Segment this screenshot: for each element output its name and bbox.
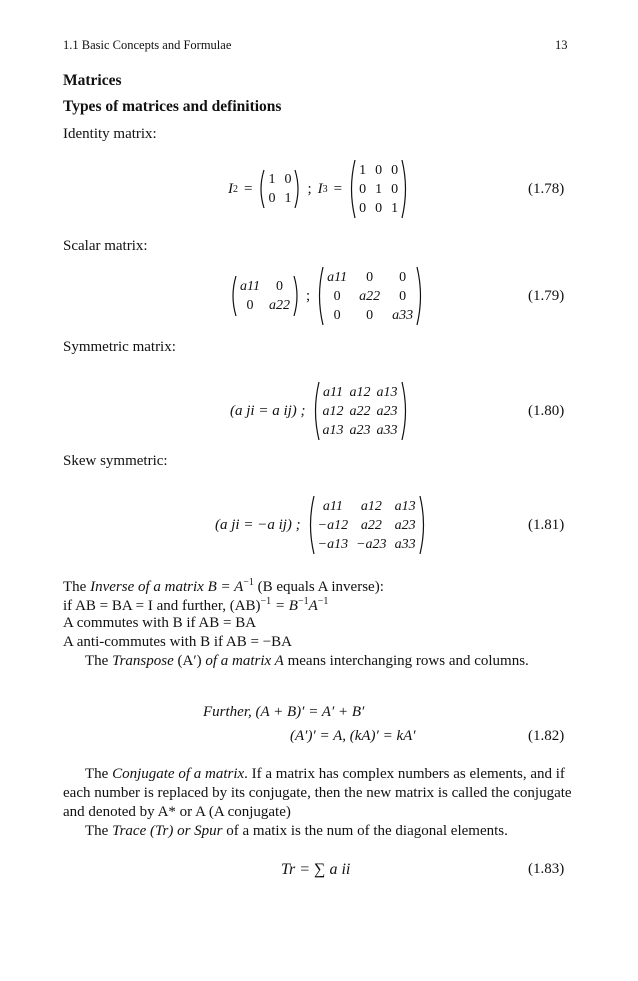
matrix-cell: a33 [394, 536, 416, 552]
matrix-cell: 0 [366, 269, 374, 285]
identity-3x3-matrix [348, 159, 409, 219]
equation-1-81 [215, 495, 427, 555]
equation-number: (1.78) [528, 181, 565, 197]
left-paren [307, 495, 315, 555]
label-skew: Skew symmetric: [63, 453, 168, 469]
matrix-cell: 0 [246, 298, 254, 313]
matrix-cell: 0 [359, 181, 367, 197]
matrix-cell: 0 [375, 200, 383, 216]
matrix-cell: 1 [268, 172, 276, 187]
matrix-cell: 1 [375, 181, 383, 197]
matrix-cell: a33 [392, 307, 414, 323]
right-paren [419, 495, 427, 555]
matrix-cell: a13 [376, 384, 398, 400]
trace-definition: The Trace (Tr) or Spur of a matix is the num of the diagonal elements. [85, 823, 508, 839]
scalar-3x3-matrix [316, 266, 424, 326]
matrix-cell: 0 [284, 172, 292, 187]
transpose-definition: The Transpose (A′) of a matrix A means interchanging rows and columns. [85, 653, 529, 669]
matrix-cell: 0 [391, 162, 399, 178]
i2-symbol: I [228, 180, 233, 197]
right-paren [401, 381, 409, 441]
right-paren [293, 275, 300, 317]
semicolon: ; [307, 180, 312, 197]
page-number: 13 [555, 38, 568, 52]
equation-1-80 [230, 381, 409, 441]
label-symmetric: Symmetric matrix: [63, 339, 176, 355]
equation-number: (1.79) [528, 288, 565, 304]
matrix-cell: a22 [349, 403, 371, 419]
matrix-cell: −a23 [356, 536, 387, 552]
matrix-cell: a12 [360, 498, 382, 514]
symmetric-condition: (a ji = a ij) ; [230, 402, 306, 419]
matrix-cell: −a13 [317, 536, 349, 552]
equation-number: (1.81) [528, 517, 565, 533]
matrix-cell: 0 [333, 307, 341, 323]
right-paren [401, 159, 409, 219]
equation-1-83: Tr = ∑ a ii [281, 861, 351, 878]
matrix-cell: 0 [391, 181, 399, 197]
conjugate-line1: The Conjugate of a matrix. If a matrix has complex numbers as elements, and if [85, 766, 565, 782]
matrix-cell: a22 [268, 298, 290, 313]
identity-2x2-matrix [258, 169, 301, 209]
left-paren [230, 275, 237, 317]
equation-number: (1.80) [528, 403, 565, 419]
heading-types: Types of matrices and definitions [63, 98, 282, 115]
conjugate-line3: and denoted by A* or A (A conjugate) [63, 804, 291, 820]
skew-condition: (a ji = −a ij) ; [215, 516, 301, 533]
matrix-cell: a23 [394, 517, 416, 533]
matrix-cell: 0 [268, 191, 276, 206]
anticommutes-line: A anti-commutes with B if AB = −BA [63, 634, 292, 650]
right-paren [416, 266, 424, 326]
matrix-cell: 0 [359, 200, 367, 216]
equals-sign: = [333, 180, 343, 197]
inverse-property: if AB = BA = I and further, $(AB)^{-1} = B^{-1}A^{-1}$ [63, 596, 329, 614]
matrix-cell: a22 [359, 288, 381, 304]
equals-sign: = [244, 180, 253, 197]
left-paren [312, 381, 320, 441]
heading-matrices: Matrices [63, 72, 122, 89]
scalar-2x2-matrix [230, 275, 300, 317]
matrix-cell: −a12 [317, 517, 349, 533]
equation-1-78 [228, 160, 409, 218]
label-identity: Identity matrix: [63, 126, 157, 142]
matrix-cell: a13 [322, 422, 344, 438]
matrix-cell: a11 [327, 269, 348, 285]
equation-1-82-line2: (A′)′ = A, (kA)′ = kA′ [290, 728, 416, 744]
label-scalar: Scalar matrix: [63, 238, 148, 254]
matrix-cell: 1 [359, 162, 367, 178]
matrix-cell: 1 [284, 191, 292, 206]
matrix-cell: a13 [394, 498, 416, 514]
matrix-cell: a12 [349, 384, 371, 400]
equation-number: (1.82) [528, 728, 565, 744]
equation-1-79 [230, 266, 424, 326]
matrix-cell: 0 [399, 288, 407, 304]
conjugate-line2: each number is replaced by its conjugate, then the new matrix is called the conjugate [63, 785, 572, 801]
i3-symbol: I [317, 180, 323, 197]
matrix-cell: a12 [322, 403, 344, 419]
skew-3x3-matrix [307, 495, 427, 555]
running-header: 1.1 Basic Concepts and Formulae [63, 38, 232, 52]
matrix-cell: a33 [376, 422, 398, 438]
matrix-cell: a11 [322, 498, 343, 514]
right-paren [294, 169, 301, 209]
matrix-cell: 1 [391, 200, 399, 216]
matrix-cell: a23 [376, 403, 398, 419]
matrix-cell: a22 [360, 517, 382, 533]
matrix-cell: a23 [349, 422, 371, 438]
commutes-line: A commutes with B if AB = BA [63, 615, 257, 631]
equation-number: (1.83) [528, 861, 565, 877]
matrix-cell: 0 [375, 162, 383, 178]
semicolon: ; [305, 287, 311, 304]
matrix-cell: 0 [399, 269, 407, 285]
left-paren [316, 266, 324, 326]
left-paren [258, 169, 265, 209]
matrix-cell: 0 [275, 279, 283, 294]
matrix-cell: 0 [333, 288, 341, 304]
matrix-cell: a11 [323, 384, 344, 400]
i3-subscript: 3 [322, 183, 328, 195]
equation-1-82-line1: Further, (A + B)′ = A′ + B′ [203, 704, 365, 720]
symmetric-3x3-matrix [312, 381, 409, 441]
matrix-cell: 0 [366, 307, 374, 323]
inverse-definition: The Inverse of a matrix $B = A^{-1}$ (B equals A inverse): [63, 577, 384, 595]
matrix-cell: a11 [240, 279, 260, 294]
left-paren [348, 159, 356, 219]
i2-subscript: 2 [233, 183, 238, 195]
